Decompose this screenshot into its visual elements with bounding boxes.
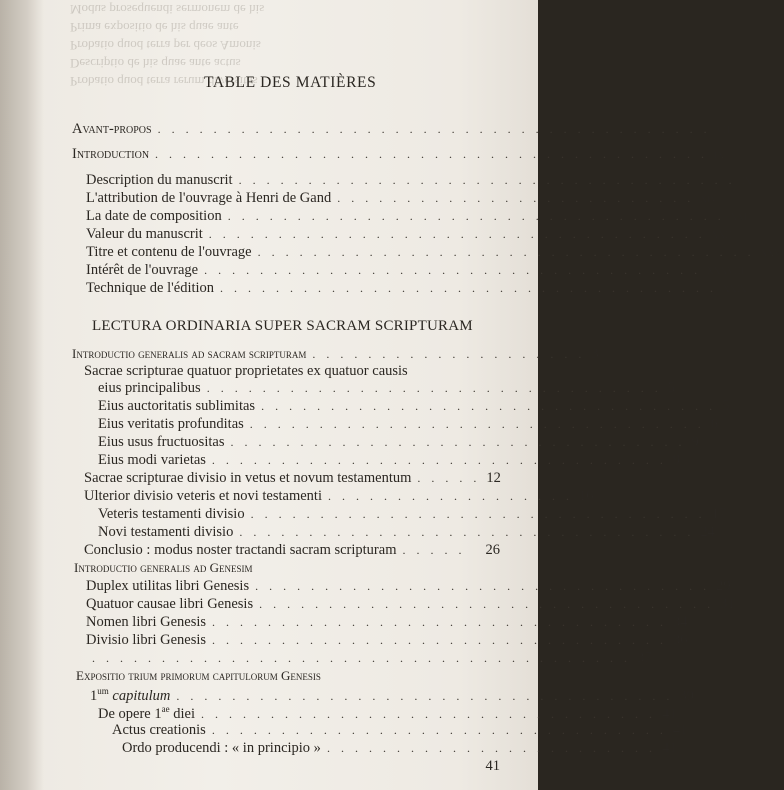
toc-page: 41 bbox=[485, 758, 500, 774]
leader-dots: . . . . . . . . . . . . . . . . . . . . . . . . . . . . . . . . . bbox=[211, 453, 667, 467]
toc-row bbox=[84, 470, 500, 487]
toc-label: Duplex utilitas libri Genesis bbox=[86, 578, 250, 594]
leader-dots: . . . . . bbox=[417, 471, 481, 485]
toc-label: Valeur du manuscrit bbox=[86, 226, 203, 242]
toc-label: L'attribution de l'ouvrage à Henri de Gand bbox=[86, 190, 332, 206]
toc-page: xxxviii bbox=[707, 263, 745, 277]
bleed-line: Prima expositio de his quae ante bbox=[70, 20, 239, 35]
toc-page: 37 bbox=[637, 650, 652, 666]
toc-row bbox=[86, 226, 732, 243]
leader-dots: . . . . . . . . . . . . . . . . . . . . . . . . . . bbox=[337, 191, 695, 205]
toc-label: Avant-propos bbox=[72, 121, 152, 137]
leader-dots: . . . . . . . . . . . . . . . . . . . . . . . . . . . . . . . . . bbox=[239, 525, 695, 539]
leader-dots: . . . . . . . . . . . . . . . . . . . . bbox=[312, 347, 586, 361]
toc-label: Veteris testamenti divisio bbox=[98, 506, 245, 522]
toc-label: Eius veritatis profunditas bbox=[98, 416, 244, 432]
toc-row bbox=[84, 542, 500, 559]
leader-dots: . . . . . . . . . . . . . . . . . . . . . . . . . . . . . . . . . . . . bbox=[227, 209, 725, 223]
toc-label: La date de composition bbox=[86, 208, 222, 224]
toc-row-avant-propos bbox=[72, 121, 730, 138]
toc-page: xiv bbox=[700, 191, 718, 205]
leader-dots: . . . . . . . . . . . . . . . . . . . . . . . . . . . . . . . . . bbox=[200, 706, 656, 721]
chapter-word: capitulum bbox=[108, 687, 171, 704]
toc-row bbox=[98, 380, 675, 397]
label-pre: De opere 1 bbox=[98, 705, 162, 722]
toc-page: 5 bbox=[722, 398, 730, 414]
toc-row bbox=[86, 578, 731, 595]
toc-label: Actus creationis bbox=[112, 722, 206, 738]
leader-dots: . . . . . . . . . . . . . . . . . . . . . . . . bbox=[326, 741, 656, 755]
leader-dots: . . . . . . . . . . . . . . . . . . . . . . . . . . . . . . . . . bbox=[259, 597, 715, 611]
leader-dots: . . . . . . . . . . . . . . . . . . . . . . . . . . . . . . . . . . . . . . . bbox=[92, 651, 631, 665]
leader-dots: . . . . . . . . . . . . . . . . . . . . . . . . . . . . . . . . . . . . . . . . bbox=[155, 147, 709, 161]
toc-label: Sacrae scripturae quatuor proprietates ex quatuor causis bbox=[84, 363, 408, 379]
toc-label: Titre et contenu de l'ouvrage bbox=[86, 244, 252, 260]
toc-row bbox=[86, 190, 718, 207]
toc-label: Sacrae scripturae divisio in vetus et novum testamentum bbox=[84, 470, 412, 486]
toc-row bbox=[86, 244, 784, 261]
leader-dots: . . . . . . . . . . . . . . . . . . bbox=[328, 489, 573, 503]
leader-dots: . . . . . . . . . . . . . . . . . . . . . . . . . . . . . . . . . bbox=[250, 507, 706, 521]
toc-page: 41 bbox=[672, 722, 688, 738]
toc-label: eius principalibus bbox=[98, 380, 201, 396]
toc-row bbox=[98, 434, 699, 451]
toc-row bbox=[98, 398, 730, 415]
toc-row-introduction bbox=[72, 146, 725, 163]
toc-page: 34 bbox=[673, 614, 688, 630]
bleed-line: Modus prosequendi sermonem de his bbox=[70, 2, 265, 17]
toc-label: Introductio generalis ad Genesim bbox=[74, 560, 253, 575]
toc-row bbox=[86, 650, 652, 667]
toc-label: Divisio libri Genesis bbox=[86, 632, 207, 648]
page-title: TABLE DES MATIÈRES bbox=[204, 74, 377, 91]
leader-dots: . . . . . . . . . . . . . . . . . . . . . . . . . . . . . . . . . . . . bbox=[257, 245, 755, 259]
toc-label bbox=[90, 686, 170, 705]
toc-page: 16 bbox=[579, 488, 594, 504]
toc-label: Introductio generalis ad sacram scripturam bbox=[72, 346, 307, 361]
leader-dots: . . . . . . . . . . . . . . . . . . . . . . . . . . . . . . . . . . . . . . . . bbox=[157, 122, 711, 136]
toc-page: ix bbox=[741, 173, 752, 187]
toc-row-section-title bbox=[74, 560, 500, 577]
toc-page: 36 bbox=[673, 632, 688, 648]
toc-row bbox=[84, 488, 594, 505]
toc-page: 9 bbox=[672, 452, 681, 468]
toc-page: 24 bbox=[700, 524, 715, 540]
toc-label: Conclusio : modus noster tractandi sacram scripturam bbox=[84, 542, 397, 558]
page-gutter-shadow bbox=[0, 0, 44, 790]
leader-dots: . . . . . . . . . . . . . . . . . . . . . . . . . . . . . . . . . . . . bbox=[238, 173, 736, 187]
toc-label: Eius modi varietas bbox=[98, 452, 206, 468]
toc-page: xxii bbox=[730, 209, 751, 223]
chapter-number: 1 bbox=[90, 687, 98, 704]
toc-page: 31 bbox=[720, 596, 735, 612]
toc-page: 17 bbox=[711, 506, 727, 522]
toc-label: Technique de l'édition bbox=[86, 280, 215, 296]
toc-row bbox=[98, 452, 681, 469]
toc-row bbox=[98, 506, 727, 523]
toc-row bbox=[86, 208, 751, 225]
ordinal-suffix: um bbox=[97, 686, 109, 696]
toc-row bbox=[86, 596, 735, 613]
section-heading: LECTURA ORDINARIA SUPER SACRAM SCRIPTURAM bbox=[92, 318, 473, 334]
leader-dots: . . . . . . . . . . . . . . . . . . . . . . . . . . . . . . . . . bbox=[255, 579, 711, 593]
leader-dots: . . . . . . . . . . . . . . . . . . . . . . . . . . . . . . . . . bbox=[212, 633, 668, 647]
toc-row bbox=[122, 758, 500, 775]
toc-label: Ulterior divisio veteris et novi testamenti bbox=[84, 488, 322, 504]
toc-row bbox=[84, 363, 514, 380]
toc-page: 3 bbox=[591, 346, 599, 362]
toc-row-section-title bbox=[76, 668, 500, 685]
leader-dots: . . . . . . . . . . . . . . . . . . . . . . . . . . . . . . . . . bbox=[261, 399, 717, 413]
leader-dots: . . . . . . . . . . . . . . . . . . . . . . . . . . . . . . . . . . . . bbox=[220, 281, 718, 295]
toc-page: 9 bbox=[691, 434, 699, 450]
toc-label: Description du manuscrit bbox=[86, 172, 233, 188]
toc-page: 26 bbox=[485, 542, 500, 558]
toc-label: Intérêt de l'ouvrage bbox=[86, 262, 199, 278]
toc-row-section-title bbox=[72, 346, 599, 363]
toc-row bbox=[98, 524, 715, 541]
toc-row bbox=[90, 686, 694, 704]
toc-label: Ordo producendi : « in principio » bbox=[122, 740, 321, 756]
toc-label: Nomen libri Genesis bbox=[86, 614, 207, 630]
toc-page: 39 bbox=[679, 687, 694, 704]
leader-dots: . . . . . . . . . . . . . . . . . . . . . . . . . . . . . . . . . . . . bbox=[176, 688, 674, 703]
toc-label: Eius usus fructuositas bbox=[98, 434, 225, 450]
toc-row bbox=[86, 614, 688, 631]
toc-label bbox=[98, 704, 195, 723]
leader-dots: . . . . . . . . . . . . . . . . . . . . . . . . . . . . . . . . . bbox=[211, 723, 667, 737]
leader-dots: . . . . . . . . . . . . . . . . . . . . . . . . . . . . . . . . . . . . bbox=[204, 263, 702, 277]
toc-page: 6 bbox=[710, 416, 719, 432]
toc-row bbox=[86, 262, 745, 279]
toc-label: Quatuor causae libri Genesis bbox=[86, 596, 254, 612]
toc-page: xxvi bbox=[760, 245, 784, 259]
toc-page: 41 bbox=[661, 705, 677, 722]
toc-page: ix bbox=[714, 147, 725, 161]
leader-dots: . . . . . . . . . . . . . . . . . . . . . . . . . . . . . . . . . bbox=[212, 615, 668, 629]
leader-dots: . . . . . . . . . . . . . . . . . . . . . . . . . . . . . . . . . . . . bbox=[208, 227, 706, 241]
bleed-line: Descriptio de his quae ante actus bbox=[70, 56, 241, 71]
toc-label: Expositio trium primorum capitulorum Genesis bbox=[76, 668, 321, 683]
toc-row bbox=[98, 416, 719, 433]
toc-row bbox=[122, 740, 677, 757]
toc-page: vii bbox=[716, 122, 730, 136]
toc-label: Novi testamenti divisio bbox=[98, 524, 234, 540]
leader-dots: . . . . . . . . . . . . . . . . . . . . . . . . . . . . . . . . . bbox=[249, 417, 705, 431]
toc-page: 5 bbox=[667, 380, 675, 396]
toc-page: xxix bbox=[723, 281, 747, 295]
toc-label: Introduction bbox=[72, 146, 150, 162]
label-post: diei bbox=[169, 705, 195, 722]
leader-dots: . . . . . . . . . . . . . . . . . . . . . . . . . . . . . . . . . bbox=[206, 381, 662, 395]
toc-row bbox=[112, 722, 688, 739]
toc-page: 29 bbox=[716, 578, 731, 594]
toc-page: xxii bbox=[711, 227, 732, 241]
toc-page: 41 bbox=[661, 740, 677, 756]
toc-row bbox=[86, 632, 688, 649]
toc-page: 12 bbox=[486, 470, 501, 486]
leader-dots: . . . . . . . . . . . . . . . . . . . . . . . . . . . . . . . . . bbox=[230, 435, 686, 449]
toc-row bbox=[98, 704, 677, 722]
toc-row bbox=[86, 280, 747, 297]
ordinal-suffix: ae bbox=[161, 704, 170, 714]
toc-row bbox=[86, 172, 752, 189]
leader-dots: . . . . . bbox=[402, 543, 466, 557]
toc-label: Eius auctoritatis sublimitas bbox=[98, 398, 256, 414]
bleed-line: Probatio quod terra rerum diversitas bbox=[70, 74, 258, 89]
bleed-line: Probatio quod terra per deos Amonis bbox=[70, 38, 261, 53]
